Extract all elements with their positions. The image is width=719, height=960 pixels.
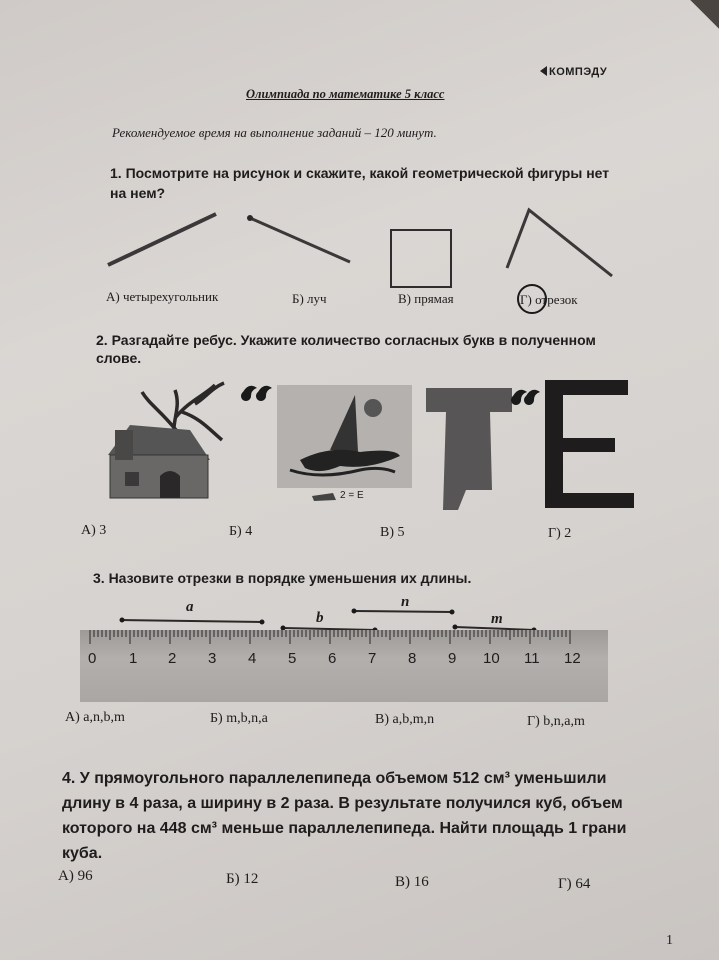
ruler-label-12: 12 (564, 650, 581, 667)
q2-text-line1: 2. Разгадайте ребус. Укажите количество согласных букв в полученном (96, 332, 596, 348)
q4-option-b: Б) 12 (226, 871, 259, 887)
ruler (80, 630, 608, 702)
ruler-label-9: 9 (448, 650, 457, 667)
q2-option-c: В) 5 (380, 525, 405, 540)
page-number: 1 (666, 933, 673, 948)
segment-label-b: b (316, 610, 324, 626)
brand-name: КОМПЭДУ (549, 66, 608, 78)
q2-option-b: Б) 4 (229, 524, 253, 539)
ruler-label-4: 4 (248, 650, 257, 667)
q1-option-a: А) четырехугольник (106, 289, 219, 304)
q3-option-d: Г) b,n,a,m (527, 714, 585, 729)
q4-text-line1: 4. У прямоугольного параллелепипеда объемом 512 см³ уменьшили (62, 770, 607, 787)
q4-text-line3: которого на 448 см³ меньше параллелепипеда. Найти площадь 1 грани (62, 820, 627, 837)
ruler-label-3: 3 (208, 650, 217, 667)
q1-option-d: Г) отрезок (520, 292, 578, 307)
q3-option-a: А) a,n,b,m (65, 710, 125, 725)
brand-logo (540, 66, 607, 78)
ruler-label-2: 2 (168, 650, 177, 667)
q2-text-line2: слове. (96, 350, 142, 366)
q1-option-c: В) прямая (398, 291, 454, 306)
ruler-label-10: 10 (483, 650, 500, 667)
ruler-label-5: 5 (288, 650, 297, 667)
q4-text-line2: длину в 4 раза, а ширину в 2 раза. В результате получился куб, объем (62, 795, 623, 812)
ruler-label-11: 11 (524, 650, 540, 667)
q1-text-line2: на нем? (110, 185, 166, 201)
ruler-label-0: 0 (88, 650, 97, 667)
q4-option-c: В) 16 (395, 874, 429, 890)
page-title: Олимпиада по математике 5 класс (246, 87, 445, 101)
q4-text-line4: куба. (62, 845, 103, 862)
ruler-label-7: 7 (368, 650, 377, 667)
page-subtitle: Рекомендуемое время на выполнение заданий – 120 минут. (112, 125, 437, 140)
segment-label-m: m (491, 611, 503, 627)
q1-text-line1: 1. Посмотрите на рисунок и скажите, какой геометрической фигуры нет (110, 165, 610, 181)
q4-option-d: Г) 64 (558, 876, 591, 892)
q2-option-a: А) 3 (81, 523, 107, 538)
q4-option-a: А) 96 (58, 868, 93, 884)
q3-option-b: Б) m,b,n,a (210, 711, 268, 726)
ruler-label-1: 1 (129, 650, 138, 667)
q2-option-d: Г) 2 (548, 526, 572, 541)
segment-label-n: n (401, 594, 410, 610)
q3-text: 3. Назовите отрезки в порядке уменьшения их длины. (93, 570, 472, 586)
ruler-label-6: 6 (328, 650, 337, 667)
segment-label-a: a (186, 599, 194, 615)
brand-mark-icon (540, 66, 547, 76)
rebus-hint: 2 = Е (340, 490, 364, 501)
ruler-label-8: 8 (408, 650, 417, 667)
q3-option-c: В) a,b,m,n (375, 712, 435, 727)
q1-option-b: Б) луч (292, 291, 327, 306)
